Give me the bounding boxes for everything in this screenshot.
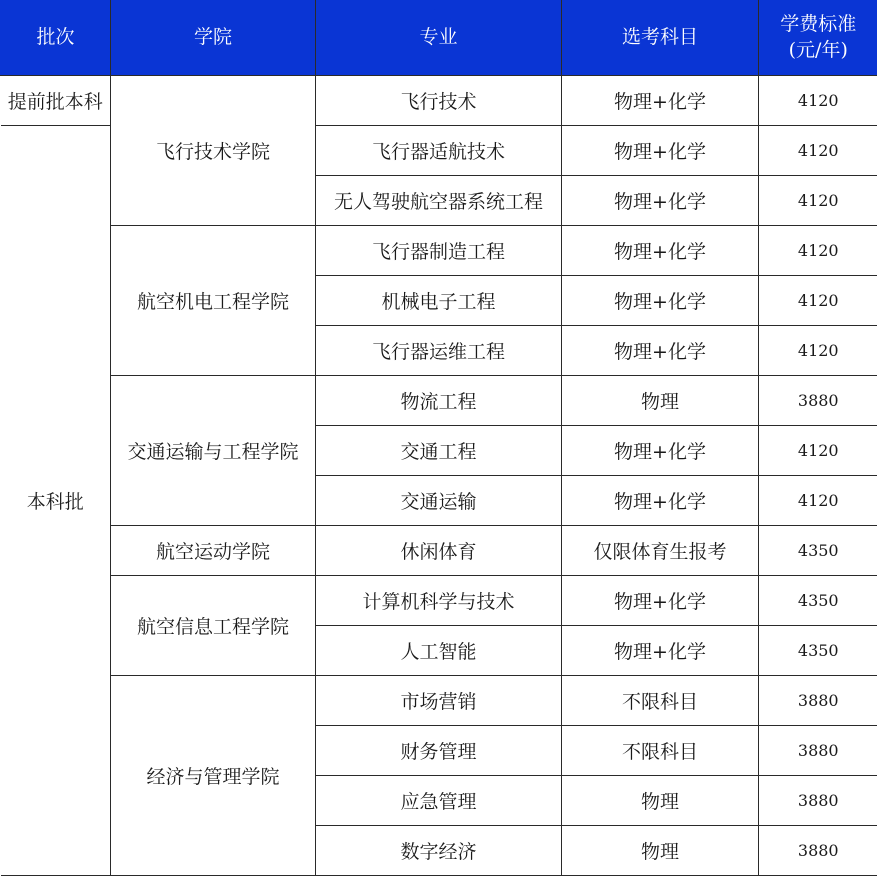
college-cell: 经济与管理学院 — [111, 676, 316, 876]
header-major: 专业 — [316, 0, 562, 76]
subjects-cell: 物理+化学 — [562, 626, 759, 676]
subjects-cell: 物理+化学 — [562, 426, 759, 476]
major-cell: 人工智能 — [316, 626, 562, 676]
fee-cell: 4120 — [759, 76, 877, 126]
fee-cell: 4120 — [759, 426, 877, 476]
fee-cell: 3880 — [759, 676, 877, 726]
fee-cell: 3880 — [759, 376, 877, 426]
header-fee-unit: (元/年) — [788, 38, 848, 61]
fee-cell: 4120 — [759, 226, 877, 276]
fee-cell: 4350 — [759, 626, 877, 676]
fee-cell: 3880 — [759, 726, 877, 776]
subjects-cell: 不限科目 — [562, 676, 759, 726]
subjects-cell: 物理+化学 — [562, 276, 759, 326]
college-cell: 航空机电工程学院 — [111, 226, 316, 376]
college-cell: 飞行技术学院 — [111, 76, 316, 226]
header-college: 学院 — [111, 0, 316, 76]
fee-cell: 4120 — [759, 476, 877, 526]
major-cell: 数字经济 — [316, 826, 562, 876]
fee-cell: 4350 — [759, 576, 877, 626]
subjects-cell: 物理+化学 — [562, 576, 759, 626]
fee-cell: 4350 — [759, 526, 877, 576]
header-fee-title: 学费标准 — [780, 12, 857, 35]
major-cell: 市场营销 — [316, 676, 562, 726]
major-cell: 应急管理 — [316, 776, 562, 826]
college-cell: 航空信息工程学院 — [111, 576, 316, 676]
table-row — [1, 76, 877, 126]
batch-cell-regular: 本科批 — [1, 126, 111, 876]
subjects-cell: 物理+化学 — [562, 326, 759, 376]
major-cell: 休闲体育 — [316, 526, 562, 576]
subjects-cell: 物理+化学 — [562, 76, 759, 126]
header-fee — [759, 0, 877, 76]
header-row — [1, 0, 877, 76]
major-cell: 机械电子工程 — [316, 276, 562, 326]
table-row — [1, 576, 877, 626]
major-cell: 财务管理 — [316, 726, 562, 776]
major-cell: 物流工程 — [316, 376, 562, 426]
table-row — [1, 526, 877, 576]
major-cell: 飞行器适航技术 — [316, 126, 562, 176]
header-batch: 批次 — [1, 0, 111, 76]
subjects-cell: 物理 — [562, 776, 759, 826]
subjects-cell: 物理+化学 — [562, 476, 759, 526]
major-cell: 交通工程 — [316, 426, 562, 476]
subjects-cell: 物理 — [562, 826, 759, 876]
college-cell: 航空运动学院 — [111, 526, 316, 576]
table-row — [1, 376, 877, 426]
subjects-cell: 物理+化学 — [562, 176, 759, 226]
fee-cell: 4120 — [759, 126, 877, 176]
subjects-cell: 物理 — [562, 376, 759, 426]
major-cell: 飞行器运维工程 — [316, 326, 562, 376]
header-subjects: 选考科目 — [562, 0, 759, 76]
table-row — [1, 676, 877, 726]
major-cell: 无人驾驶航空器系统工程 — [316, 176, 562, 226]
batch-cell-early: 提前批本科 — [1, 76, 111, 126]
fee-cell: 3880 — [759, 776, 877, 826]
major-cell: 交通运输 — [316, 476, 562, 526]
major-cell: 飞行技术 — [316, 76, 562, 126]
major-cell: 计算机科学与技术 — [316, 576, 562, 626]
fee-cell: 4120 — [759, 176, 877, 226]
subjects-cell: 物理+化学 — [562, 126, 759, 176]
subjects-cell: 仅限体育生报考 — [562, 526, 759, 576]
college-cell: 交通运输与工程学院 — [111, 376, 316, 526]
major-cell: 飞行器制造工程 — [316, 226, 562, 276]
subjects-cell: 不限科目 — [562, 726, 759, 776]
table-row — [1, 226, 877, 276]
fee-cell: 3880 — [759, 826, 877, 876]
fee-cell: 4120 — [759, 326, 877, 376]
fee-cell: 4120 — [759, 276, 877, 326]
subjects-cell: 物理+化学 — [562, 226, 759, 276]
